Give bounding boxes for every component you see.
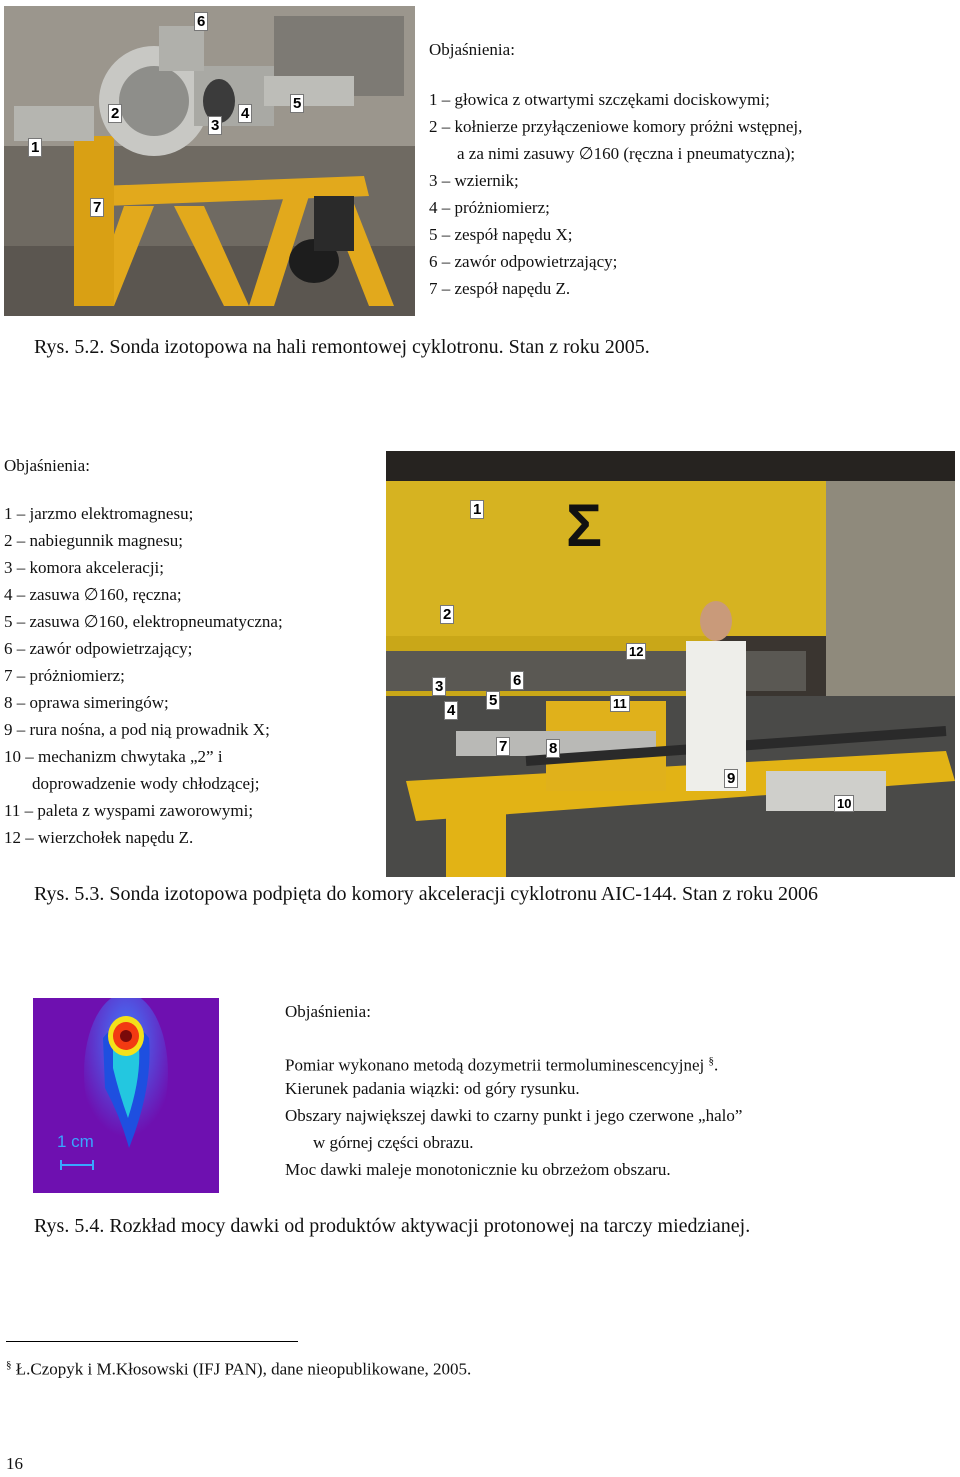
legend-item: 4 – zasuwa ∅160, ręczna; [4,585,182,604]
fig52-caption: Rys. 5.2. Sonda izotopowa na hali remontowej cyklotronu. Stan z roku 2005. [34,336,650,358]
legend-line: Kierunek padania wiązki: od góry rysunku. [285,1079,580,1098]
photo-probe-workshop-drawing [4,6,415,316]
svg-text:Σ: Σ [566,492,603,559]
callout-2: 2 [440,605,454,624]
footnote-separator [6,1341,298,1342]
fig54-caption: Rys. 5.4. Rozkład mocy dawki od produktów aktywacji protonowej na tarczy miedzianej. [34,1215,751,1237]
callout-3: 3 [432,677,446,696]
callout-12: 12 [626,643,646,660]
callout-7: 7 [496,737,510,756]
legend-line: Moc dawki maleje monotonicznie ku obrzeżom obszaru. [285,1160,671,1179]
callout-8: 8 [546,739,560,758]
footnote-text: Ł.Czopyk i M.Kłosowski (IFJ PAN), dane nieopublikowane, 2005. [11,1359,472,1379]
callout-2: 2 [108,104,122,123]
footnote-mark: § [6,1359,12,1371]
legend-line: w górnej części obrazu. [313,1133,474,1152]
legend-item: 5 – zasuwa ∅160, elektropneumatyczna; [4,612,283,631]
photo-probe-workshop [4,6,415,316]
legend-item: 8 – oprawa simeringów; [4,693,169,712]
legend-item: 6 – zawór odpowietrzający; [429,252,618,271]
legend-item: 1 – jarzmo elektromagnesu; [4,504,194,523]
dose-map-image [33,998,219,1193]
legend-item: 2 – nabiegunnik magnesu; [4,531,183,550]
legend-item: doprowadzenie wody chłodzącej; [32,774,260,793]
legend-item: 11 – paleta z wyspami zaworowymi; [4,801,254,820]
legend-item: 10 – mechanizm chwytaka „2” i [4,747,223,766]
photo-probe-cyclotron [386,451,955,877]
fig53-legend-heading: Objaśnienia: [4,456,90,475]
fig52-legend-list [429,86,802,302]
fig53-legend-list [4,500,283,851]
page-number: 16 [6,1454,23,1473]
fig53-caption: Rys. 5.3. Sonda izotopowa podpięta do komory akceleracji cyklotronu AIC-144. Stan z roku 2006 [34,883,819,905]
legend-item: 4 – próżniomierz; [429,198,550,217]
legend-item: 2 – kołnierze przyłączeniowe komory próżni wstępnej, [429,117,803,136]
legend-line: Pomiar wykonano metodą dozymetrii termoluminescencyjnej §. [285,1055,719,1075]
fig54-legend-list [285,1048,742,1183]
legend-item: 9 – rura nośna, a pod nią prowadnik X; [4,720,270,739]
legend-item: a za nimi zasuwy ∅160 (ręczna i pneumatyczna); [457,144,796,163]
callout-5: 5 [290,94,304,113]
footnote [6,1352,471,1383]
callout-6: 6 [510,671,524,690]
legend-item: 12 – wierzchołek napędu Z. [4,828,194,847]
callout-1: 1 [470,500,484,519]
legend-line: Obszary największej dawki to czarny punkt i jego czerwone „halo” [285,1106,743,1125]
legend-item: 7 – zespół napędu Z. [429,279,571,298]
legend-item: 3 – wziernik; [429,171,519,190]
callout-11: 11 [610,695,630,712]
legend-item: 3 – komora akceleracji; [4,558,165,577]
footnote-ref: § [708,1055,714,1067]
legend-item: 5 – zespół napędu X; [429,225,573,244]
callout-7: 7 [90,198,104,217]
callout-5: 5 [486,691,500,710]
callout-6: 6 [194,12,208,31]
callout-10: 10 [834,795,854,812]
fig52-legend-heading: Objaśnienia: [429,40,515,59]
fig54-legend-heading: Objaśnienia: [285,1002,371,1021]
legend-item: 1 – głowica z otwartymi szczękami dociskowymi; [429,90,770,109]
callout-4: 4 [444,701,458,720]
callout-9: 9 [724,769,738,788]
callout-4: 4 [238,104,252,123]
callout-3: 3 [208,116,222,135]
dose-map-drawing [33,998,219,1193]
legend-item: 6 – zawór odpowietrzający; [4,639,193,658]
scale-bar-label: 1 cm [57,1132,94,1151]
callout-1: 1 [28,138,42,157]
legend-item: 7 – próżniomierz; [4,666,125,685]
